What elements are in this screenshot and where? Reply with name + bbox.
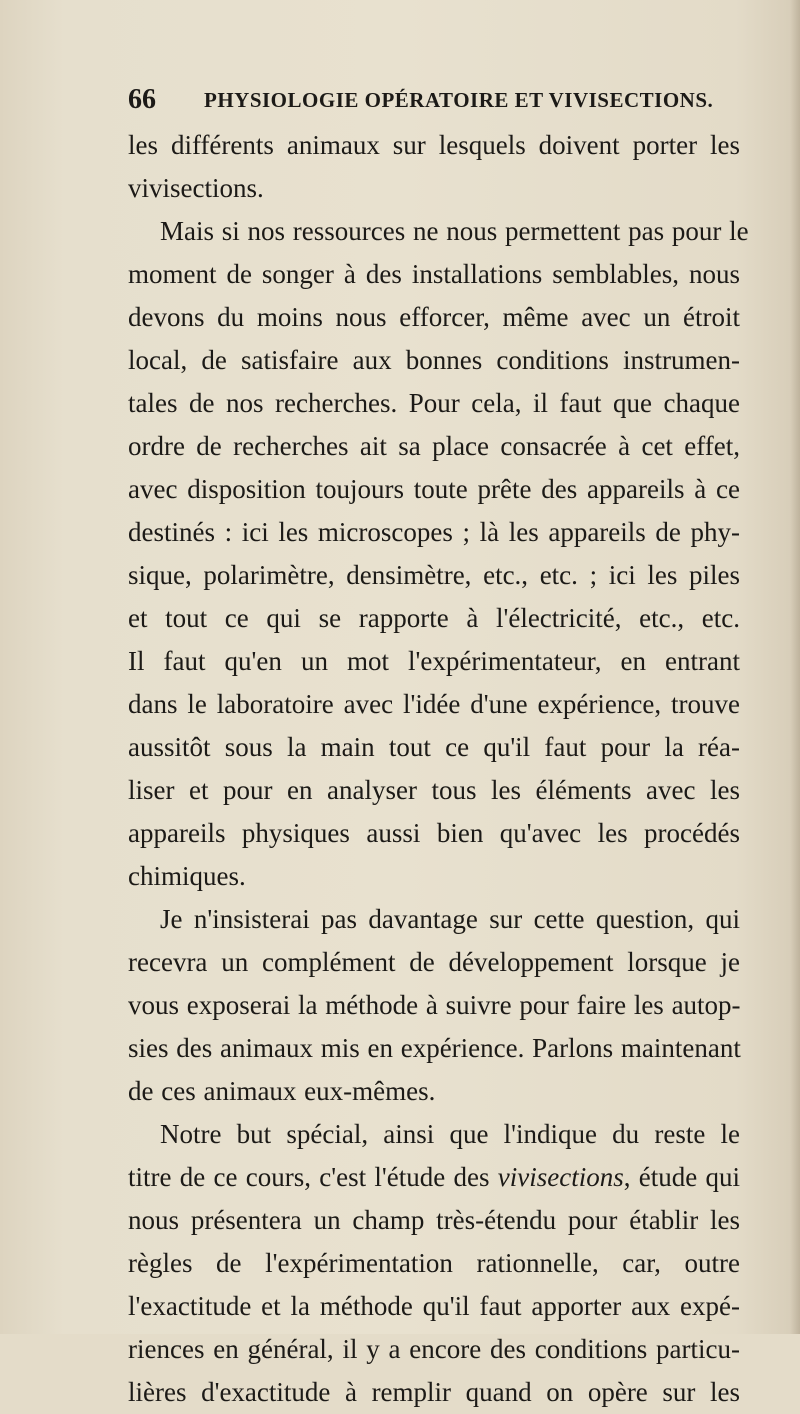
text-line: destinés : ici les microscopes ; là les appareils de phy- <box>128 517 740 547</box>
text-line: sies des animaux mis en expérience. Parlons maintenant <box>128 1033 741 1063</box>
text-line: tales de nos recherches. Pour cela, il faut que chaque <box>128 388 740 418</box>
text-line: devons du moins nous efforcer, même avec un étroit <box>128 302 740 332</box>
italic-term: vivisections <box>497 1162 624 1192</box>
text-line: moment de songer à des installations semblables, nous <box>128 259 740 289</box>
text-line: Je n'insisterai pas davantage sur cette question, qui <box>160 904 740 934</box>
text-line: vivisections. <box>128 173 264 203</box>
running-title: PHYSIOLOGIE OPÉRATOIRE ET VIVISECTIONS. <box>204 88 714 112</box>
text-line: vous exposerai la méthode à suivre pour faire les autop- <box>128 990 741 1020</box>
page-edge-shadow <box>790 0 800 1334</box>
text-line: et tout ce qui se rapporte à l'électricité, etc., etc. <box>128 603 740 633</box>
page-number: 66 <box>128 84 156 115</box>
text-line: Il faut qu'en un mot l'expérimentateur, en entrant <box>128 646 740 676</box>
text-line: local, de satisfaire aux bonnes conditions instrumen- <box>128 345 740 375</box>
text-line: avec disposition toujours toute prête des appareils à ce <box>128 474 740 504</box>
text-line: dans le laboratoire avec l'idée d'une expérience, trouve <box>128 689 740 719</box>
text-line: les différents animaux sur lesquels doivent porter les <box>128 130 740 160</box>
text-line: Notre but spécial, ainsi que l'indique du reste le <box>160 1119 740 1149</box>
text-line: ordre de recherches ait sa place consacrée à cet effet, <box>128 431 740 461</box>
body-text <box>128 124 749 1414</box>
text-line: aussitôt sous la main tout ce qu'il faut pour la réa- <box>128 732 740 762</box>
text-line: nous présentera un champ très-étendu pour établir les <box>128 1205 740 1235</box>
text-line: recevra un complément de développement lorsque je <box>128 947 740 977</box>
running-head <box>128 84 714 120</box>
text-line: sique, polarimètre, densimètre, etc., etc. ; ici les piles <box>128 560 740 590</box>
text-line: Mais si nos ressources ne nous permettent pas pour le <box>160 216 749 246</box>
text-line: titre de ce cours, c'est l'étude des vivisections, étude qui <box>128 1162 740 1192</box>
text-line: règles de l'expérimentation rationnelle, car, outre <box>128 1248 740 1278</box>
text-line: liser et pour en analyser tous les éléments avec les <box>128 775 740 805</box>
text-line: riences en général, il y a encore des conditions particu- <box>128 1334 740 1364</box>
text-line: de ces animaux eux-mêmes. <box>128 1076 436 1106</box>
text-line: appareils physiques aussi bien qu'avec les procédés <box>128 818 740 848</box>
text-line: lières d'exactitude à remplir quand on opère sur les <box>128 1377 740 1407</box>
text-line: chimiques. <box>128 861 246 891</box>
text-line: l'exactitude et la méthode qu'il faut apporter aux expé- <box>128 1291 740 1321</box>
